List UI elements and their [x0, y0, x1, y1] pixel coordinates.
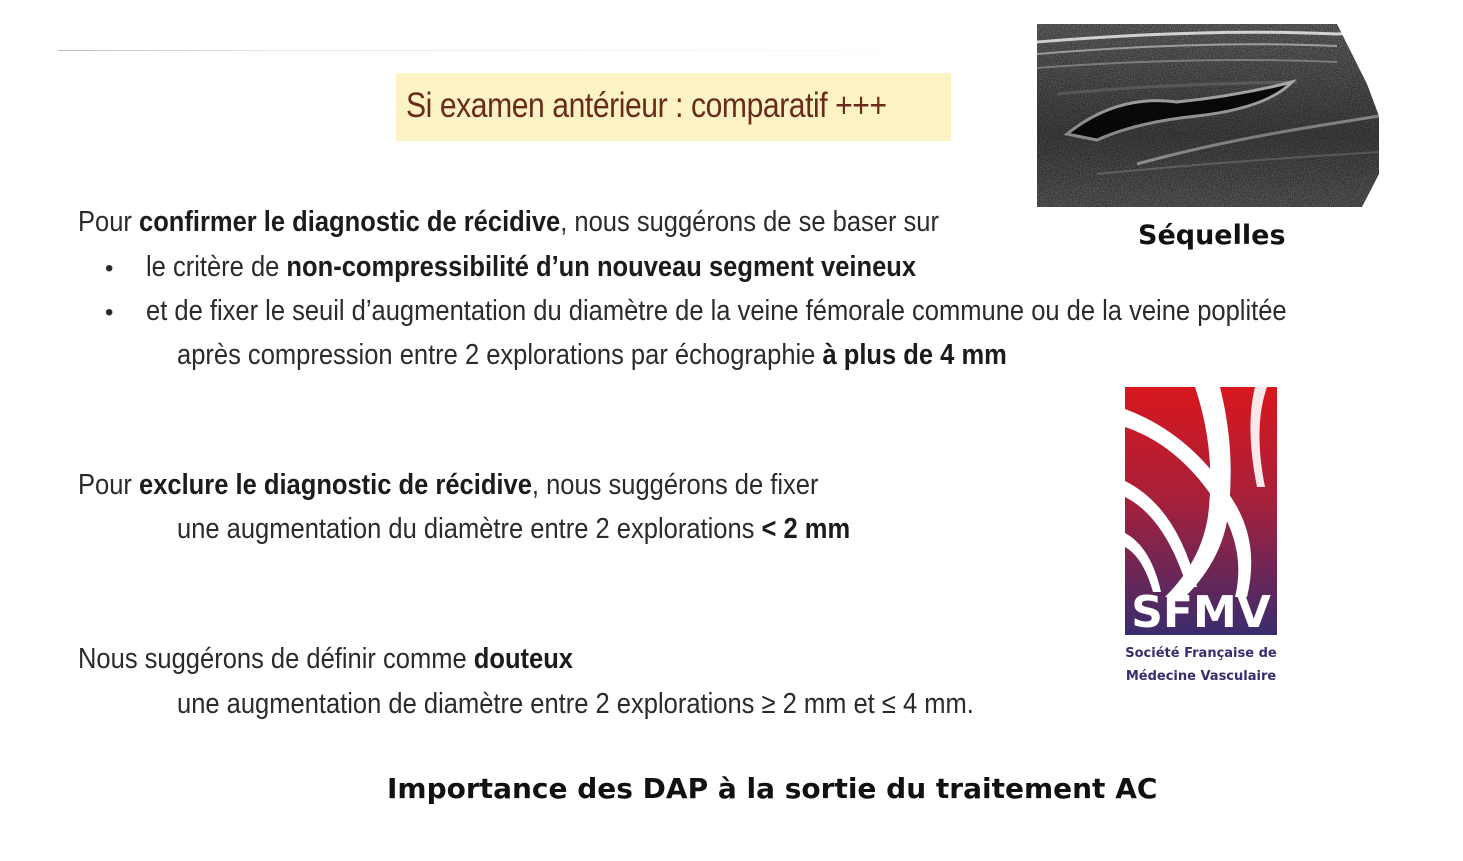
confirm-bullet-2-continued: après compression entre 2 explorations par échographie à plus de 4 mm [177, 339, 1007, 371]
exclude-detail: une augmentation du diamètre entre 2 explorations < 2 mm [177, 513, 851, 545]
image-caption: Séquelles [1138, 220, 1286, 251]
highlight-title: Si examen antérieur : comparatif +++ [406, 86, 887, 125]
logo-line-2: Médecine Vasculaire [1125, 669, 1277, 684]
footer-title: Importance des DAP à la sortie du traitement AC [387, 772, 1158, 805]
top-divider [58, 50, 1038, 51]
confirm-intro: Pour confirmer le diagnostic de récidive, nous suggérons de se baser sur [78, 206, 940, 238]
bullet-dot: • [105, 299, 114, 326]
logo-acronym: SFMV [1131, 587, 1271, 638]
bullet-dot: • [105, 255, 114, 282]
exclude-intro: Pour exclure le diagnostic de récidive, nous suggérons de fixer [78, 469, 819, 501]
sfmv-logo [1125, 387, 1277, 687]
confirm-bullet-1: le critère de non-compressibilité d’un nouveau segment veineux [146, 251, 917, 283]
doubtful-detail: une augmentation de diamètre entre 2 explorations ≥ 2 mm et ≤ 4 mm. [177, 688, 974, 720]
doubtful-intro: Nous suggérons de définir comme douteux [78, 643, 574, 675]
logo-line-1: Société Française de [1125, 646, 1277, 661]
ultrasound-image [1037, 24, 1379, 207]
confirm-bullet-2: et de fixer le seuil d’augmentation du diamètre de la veine fémorale commune ou de la veine poplitée [146, 295, 1287, 327]
